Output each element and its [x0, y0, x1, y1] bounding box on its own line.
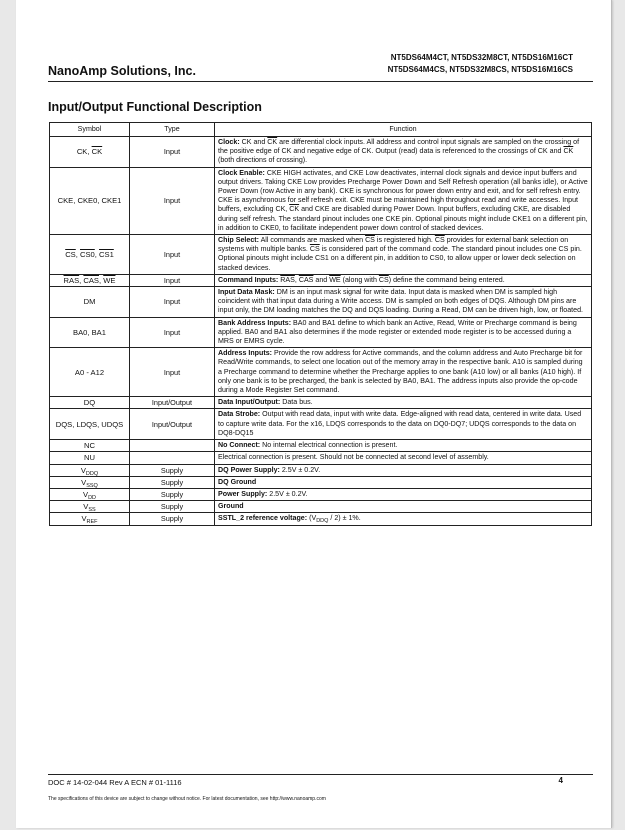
cell-symbol: $V_{DD}$ — [50, 488, 130, 500]
function-text: Output with read data, input with write data. Edge-aligned with read data, centered in write data. Used to capture write data. For the x16, LDQS corresponds to the data on DQ0-DQ7; UDQS corresponds to the data on DQ8-DQ15 — [218, 410, 582, 437]
function-name: Ground — [218, 502, 244, 511]
cell-function — [215, 476, 592, 488]
function-name: Command Inputs: — [218, 275, 279, 284]
cell-type: Supply — [130, 464, 215, 476]
cell-type: Supply — [130, 501, 215, 513]
function-name: Data Input/Output: — [218, 398, 281, 407]
cell-function — [215, 348, 592, 397]
cell-function — [215, 452, 592, 464]
cell-symbol: DM — [50, 287, 130, 318]
function-text: CK and $\overline{CK}$ are differential clock inputs. All address and control input signals are sampled on the crossing of the positive edge of CK and negative edge of CK. Output (read) data is referenced to the crossings of CK and $\overline{CK}$ (both directions of crossing). — [218, 138, 580, 165]
cell-function — [215, 488, 592, 500]
table-row — [50, 452, 592, 464]
function-text: 2.5V ± 0.2V. — [279, 465, 321, 474]
cell-function — [215, 287, 592, 318]
function-name: Chip Select: — [218, 236, 259, 245]
part-numbers — [388, 52, 573, 76]
function-name: Clock: — [218, 138, 240, 146]
header-function: Function — [215, 123, 592, 137]
cell-type — [130, 452, 215, 464]
function-text: No internal electrical connection is present. — [260, 441, 398, 450]
function-name: Input Data Mask: — [218, 288, 275, 297]
cell-symbol: $V_{SSQ}$ — [50, 476, 130, 488]
table-row — [50, 317, 592, 348]
cell-function — [215, 167, 592, 234]
cell-type: Input — [130, 274, 215, 286]
cell-function — [215, 440, 592, 452]
cell-symbol: BA0, BA1 — [50, 317, 130, 348]
cell-type: Input — [130, 287, 215, 318]
function-text: Provide the row address for Active commands, and the column address and Auto Precharge bit for Read/Write commands, to select one location out of the memory array in the respective bank. A10 is sampled during a Precharge command to determine whether the Precharge applies to one bank (A10 low) or all banks (A10 high). If only one bank is to be precharged, the bank is selected by BA0, BA1. The address inputs also provide the op-code during a Mode Register Set command. — [218, 349, 583, 395]
header-type: Type — [130, 123, 215, 137]
cell-type: Supply — [130, 513, 215, 525]
header-symbol: Symbol — [50, 123, 130, 137]
table-row — [50, 440, 592, 452]
function-text: 2.5V ± 0.2V. — [267, 489, 308, 498]
cell-symbol: $\overline{RAS}$, $\overline{CAS}$, $\overline{WE}$ — [50, 274, 130, 286]
cell-symbol: $V_{SS}$ — [50, 501, 130, 513]
function-text: All commands are masked when $\overline{CS}$ is registered high. $\overline{CS}$ provides for external bank selection on systems with multiple banks. $\overline{CS}$ is considered part of the command code. The standard pinout includes one CS pin. Optional pinouts might include CS1 on a different pin, in addition to CS0, to allow upper or lower deck selection on stacked devices. — [218, 236, 582, 272]
part-numbers-line-1: NT5DS64M4CT, NT5DS32M8CT, NT5DS16M16CT — [390, 53, 573, 62]
cell-type: Input/Output — [130, 409, 215, 440]
header-divider — [48, 81, 593, 82]
function-text: CKE HIGH activates, and CKE Low deactivates, internal clock signals and device input buffers and output drivers. Taking CKE Low provides Precharge Power Down and Self Refresh operation (all banks idle), or Active Power Down (row Active in any bank). CKE is synchronous for power down entry and exit, and for self refresh entry. CKE is asynchronous for self refresh exit. CKE must be maintained high throughout read and write accesses. Input buffers, excluding CK, $\overline{CK}$ and CKE are disabled during Power Down. Input buffers, excluding CKE, are disabled during self refresh. The standard pinout includes one CKE pin. Optional pinouts might include CKE1 on a different pin, in addition to CKE0, to facilitate independent power down control of stacked devices. — [218, 168, 588, 232]
cell-symbol: NU — [50, 452, 130, 464]
function-name: Data Strobe: — [218, 410, 261, 419]
function-text: DM is an input mask signal for write data. Input data is masked when DM is sampled high coincident with that input data during a Write access. DM is sampled on both edges of DQS. Although DM pins are input only, the DM loading matches the DQ and DQS loading. During a Read, DM can be driven high, low, or floated. — [218, 288, 584, 315]
cell-symbol: A0 - A12 — [50, 348, 130, 397]
table-row — [50, 488, 592, 500]
function-name: Address Inputs: — [218, 349, 272, 358]
io-function-table — [49, 122, 592, 526]
function-text: $(V_{DDQ} / 2) \pm 1\%$. — [307, 514, 361, 525]
cell-symbol: CK, $\overline{CK}$ — [50, 137, 130, 168]
cell-function — [215, 235, 592, 275]
cell-function — [215, 501, 592, 513]
cell-symbol: DQ — [50, 397, 130, 409]
function-name: SSTL_2 reference voltage: — [218, 514, 308, 523]
table-row — [50, 137, 592, 168]
table-header-row — [50, 123, 592, 137]
document-page — [16, 0, 612, 828]
doc-number: DOC # 14-02-044 Rev A ECN # 01-1116 — [48, 778, 182, 787]
table-row — [50, 464, 592, 476]
table-row — [50, 287, 592, 318]
cell-type: Supply — [130, 488, 215, 500]
cell-function — [215, 409, 592, 440]
cell-function — [215, 317, 592, 348]
cell-type: Input/Output — [130, 397, 215, 409]
cell-type: Input — [130, 348, 215, 397]
cell-function — [215, 464, 592, 476]
cell-type: Input — [130, 317, 215, 348]
table-row — [50, 397, 592, 409]
cell-type: Input — [130, 235, 215, 275]
function-name: Bank Address Inputs: — [218, 318, 292, 327]
function-name: DQ Power Supply: — [218, 465, 280, 474]
function-text: Data bus. — [280, 398, 313, 407]
cell-symbol: $V_{DDQ}$ — [50, 464, 130, 476]
cell-symbol: DQS, LDQS, UDQS — [50, 409, 130, 440]
table-row — [50, 235, 592, 275]
function-name: No Connect: — [218, 441, 261, 450]
cell-symbol: CKE, CKE0, CKE1 — [50, 167, 130, 234]
cell-type: Input — [130, 137, 215, 168]
cell-type: Supply — [130, 476, 215, 488]
cell-symbol: NC — [50, 440, 130, 452]
cell-type — [130, 440, 215, 452]
page-number: 4 — [558, 776, 563, 785]
section-title: Input/Output Functional Description — [48, 100, 262, 114]
table-row — [50, 513, 592, 525]
cell-symbol: $V_{REF}$ — [50, 513, 130, 525]
table-row — [50, 476, 592, 488]
function-name: Clock Enable: — [218, 168, 265, 177]
table-row — [50, 274, 592, 286]
table-row — [50, 409, 592, 440]
function-text: $\overline{RAS}$, $\overline{CAS}$ and $\overline{WE}$ (along with $\overline{CS}$) define the command being entered. — [280, 275, 505, 284]
table-row — [50, 167, 592, 234]
function-name: Power Supply: — [218, 489, 268, 498]
footer-divider — [48, 774, 593, 775]
cell-type: Input — [130, 167, 215, 234]
cell-function — [215, 137, 592, 168]
part-numbers-line-2: NT5DS64M4CS, NT5DS32M8CS, NT5DS16M16CS — [387, 65, 573, 74]
cell-function — [215, 274, 592, 286]
cell-symbol: $\overline{CS}$, CS0, CS1 — [50, 235, 130, 275]
cell-function — [215, 513, 592, 525]
function-text: BA0 and BA1 define to which bank an Active, Read, Write or Precharge command is being applied. BA0 and BA1 also determines if the mode register or extended mode register is to be accessed during a MRS or EMRS cycle. — [218, 318, 577, 346]
disclaimer: The specifications of this device are subject to change without notice. For latest documentation, see http://www.nanoamp.com — [48, 796, 326, 802]
table-row — [50, 348, 592, 397]
company-name: NanoAmp Solutions, Inc. — [48, 64, 196, 78]
function-text: Electrical connection is present. Should not be connected at second level of assembly. — [218, 453, 489, 462]
table-row — [50, 501, 592, 513]
cell-function — [215, 397, 592, 409]
function-name: DQ Ground — [218, 477, 257, 486]
